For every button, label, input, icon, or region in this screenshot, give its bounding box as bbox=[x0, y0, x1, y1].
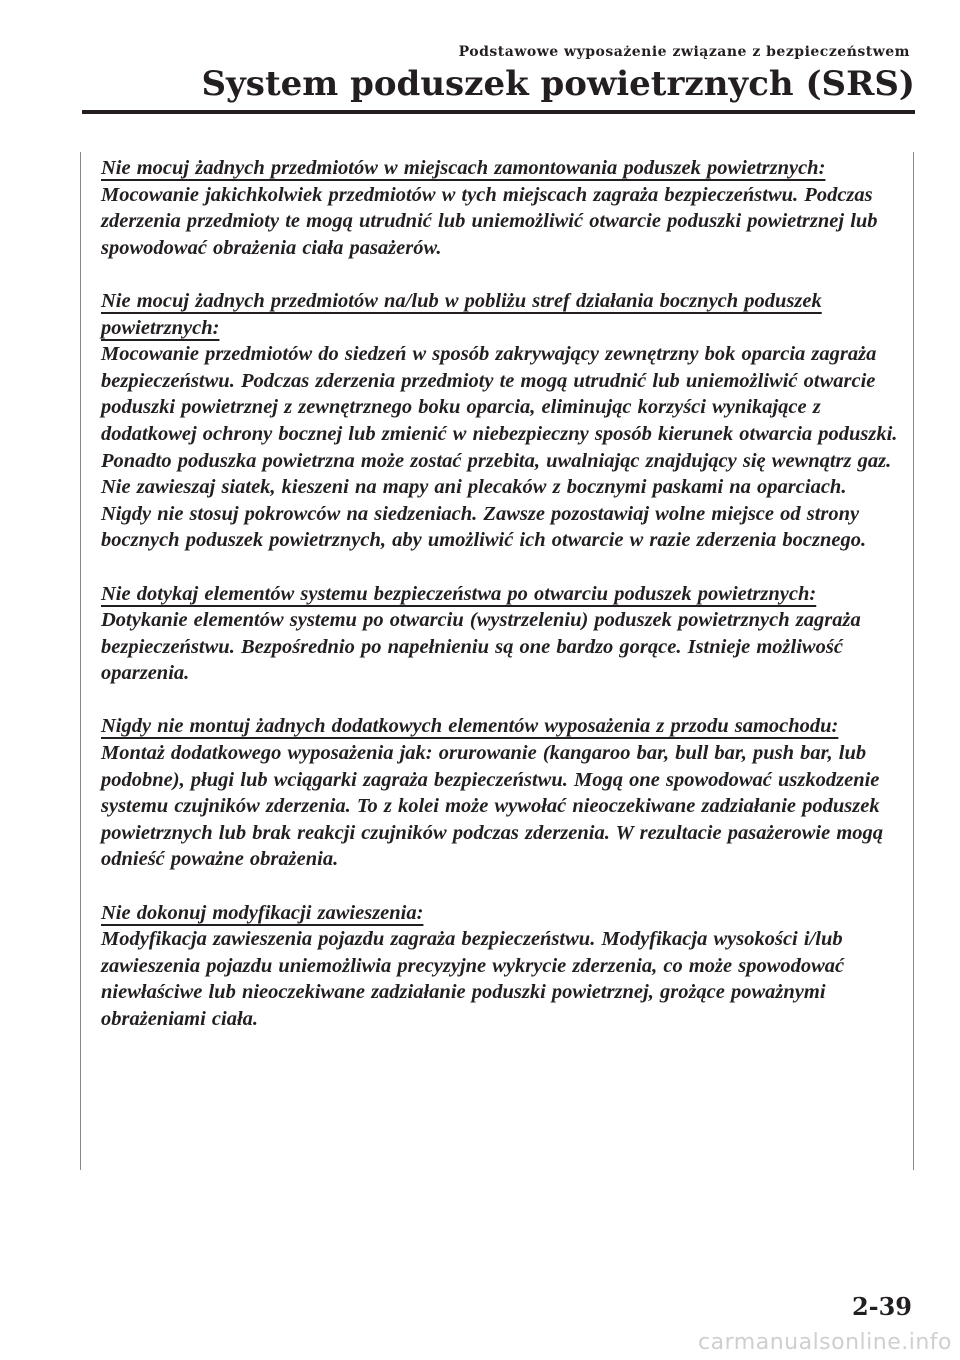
page-title: System poduszek powietrznych (SRS) bbox=[201, 64, 915, 104]
warning-section-1 bbox=[101, 155, 901, 261]
warning-section-2 bbox=[101, 288, 901, 554]
section-body: Modyfikacja zawieszenia pojazdu zagraża bezpieczeństwu. Modyfikacja wysokości i/lub zawieszenia pojazdu uniemożliwia precyzyjne wykrycie zderzenia, co może spowodować niewłaściwe lub nieoczekiwane zadziałanie poduszki powietrznej, grożące poważnymi obrażeniami ciała. bbox=[101, 928, 845, 1030]
header-rule bbox=[82, 110, 915, 114]
warning-section-5 bbox=[101, 900, 901, 1033]
section-body: Mocowanie jakichkolwiek przedmiotów w tych miejscach zagraża bezpieczeństwu. Podczas zderzenia przedmioty te mogą utrudnić lub uniemożliwić otwarcie poduszki powietrznej lub spowodować obrażenia ciała pasażerów. bbox=[101, 183, 878, 259]
warning-section-3 bbox=[101, 581, 901, 687]
warning-section-4 bbox=[101, 713, 901, 873]
right-margin-line bbox=[913, 152, 914, 1170]
section-body: Montaż dodatkowego wyposażenia jak: orurowanie (kangaroo bar, bull bar, push bar, lub podobne), pługi lub wciągarki zagraża bezpieczeństwu. Mogą one spowodować uszkodzenie systemu czujników zderzenia. To z kolei może wywołać nieoczekiwane zadziałanie poduszek powietrznych lub brak reakcji czujników podczas zderzenia. W rezultacie pasażerowie mogą odnieść poważne obrażenia. bbox=[101, 742, 884, 871]
warning-content bbox=[101, 155, 901, 1059]
section-body: Mocowanie przedmiotów do siedzeń w sposób zakrywający zewnętrzny bok oparcia zagraża bezpieczeństwu. Podczas zderzenia przedmioty te mogą utrudnić lub uniemożliwić otwarcie poduszki powietrznej z zewnętrznego boku oparcia, eliminując korzyści wynikające z dodatkowej ochrony bocznej lub zmienić w niebezpieczny sposób kierunek otwarcia poduszki. Ponadto poduszka powietrzna może zostać przebita, uwalniając znajdujący się wewnątrz gaz. Nie zawieszaj siatek, kieszeni na mapy ani plecaków z bocznymi paskami na oparciach. Nigdy nie stosuj pokrowców na siedzeniach. Zawsze pozostawiaj wolne miejsce od strony bocznych poduszek powietrznych, aby umożliwić ich otwarcie w razie zderzenia bocznego. bbox=[101, 343, 898, 552]
section-heading: Nie mocuj żadnych przedmiotów w miejscach zamontowania poduszek powietrznych: bbox=[101, 157, 826, 179]
section-heading: Nie dokonuj modyfikacji zawieszenia: bbox=[101, 901, 424, 924]
section-heading: Nigdy nie montuj żadnych dodatkowych elementów wyposażenia z przodu samochodu: bbox=[101, 715, 839, 738]
watermark: carmanualsonline.info bbox=[698, 1330, 952, 1355]
section-heading: Nie dotykaj elementów systemu bezpieczeństwa po otwarciu poduszek powietrznych: bbox=[101, 582, 817, 605]
section-body: Dotykanie elementów systemu po otwarciu (wystrzeleniu) poduszek powietrznych zagraża bezpieczeństwu. Bezpośrednio po napełnieniu są one bardzo gorące. Istnieje możliwość oparzenia. bbox=[101, 609, 861, 685]
section-heading: Nie mocuj żadnych przedmiotów na/lub w pobliżu stref działania bocznych poduszek powietrznych: bbox=[101, 289, 822, 339]
left-margin-line bbox=[80, 152, 81, 1170]
header-subtitle: Podstawowe wyposażenie związane z bezpieczeństwem bbox=[458, 44, 910, 60]
page-number: 2-39 bbox=[851, 1292, 912, 1321]
